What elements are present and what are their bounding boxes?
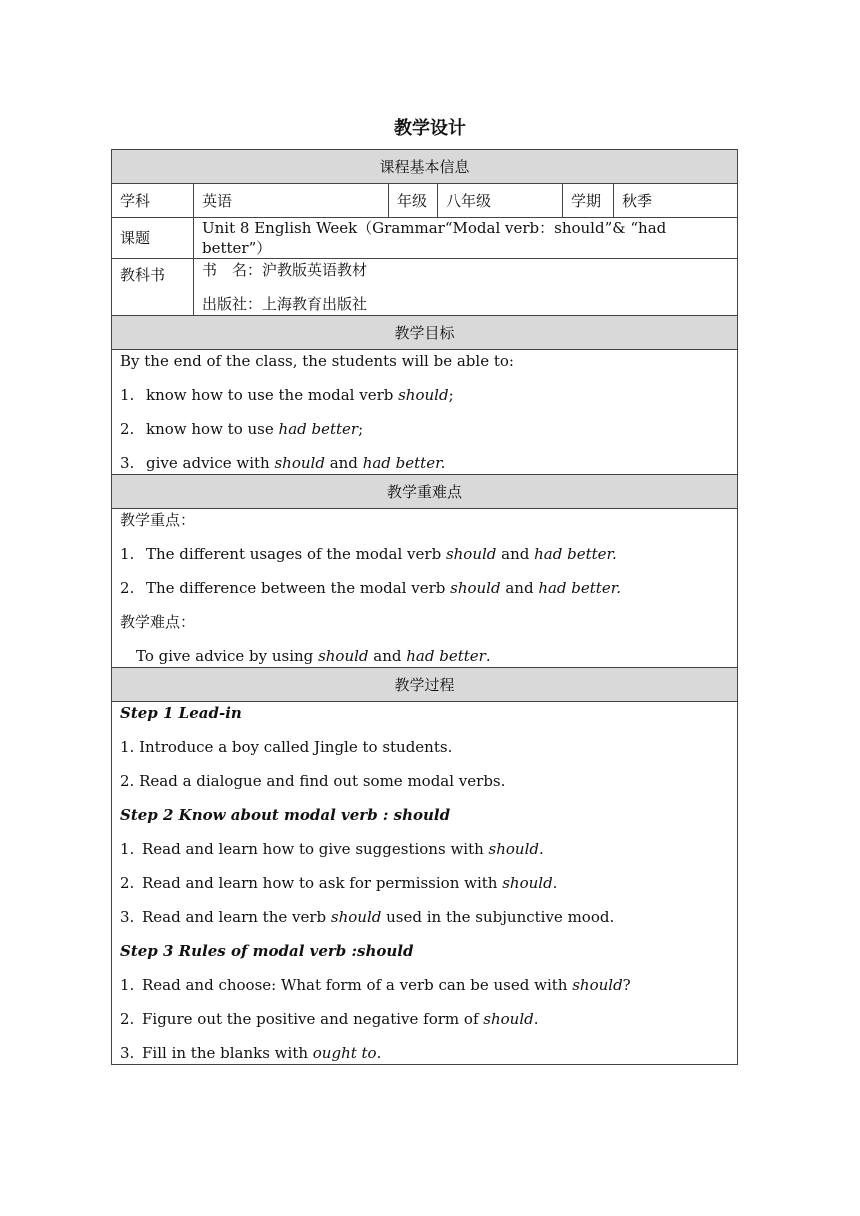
topic-label: 课题 <box>112 218 194 259</box>
process-row <box>112 702 738 1065</box>
step-3-item: 2. Figure out the positive and negative form of should. <box>120 1010 539 1028</box>
step-1-item: 2. Read a dialogue and find out some modal verbs. <box>120 772 506 790</box>
objective-item: 1. know how to use the modal verb should; <box>120 386 454 404</box>
textbook-value <box>194 259 738 316</box>
section-heading: 教学过程 <box>112 668 738 702</box>
difficult-label: 教学难点： <box>120 613 196 631</box>
topic-value: Unit 8 English Week（Grammar“Modal verb：should”& “had better”） <box>194 218 738 259</box>
step-1-item: 1. Introduce a boy called Jingle to students. <box>120 738 453 756</box>
step-2-heading: Step 2 Know about modal verb : should <box>120 806 451 824</box>
term-label: 学期 <box>563 184 614 218</box>
step-3-item: 1. Read and choose: What form of a verb can be used with should? <box>120 976 631 994</box>
key-item: 1. The different usages of the modal verb should and had better. <box>120 545 617 563</box>
lesson-table <box>111 149 738 1065</box>
objective-item: 3. give advice with should and had better. <box>120 454 446 472</box>
info-row <box>112 184 738 218</box>
step-2-item: 1. Read and learn how to give suggestions with should. <box>120 840 544 858</box>
textbook-label: 教科书 <box>112 259 194 316</box>
grade-value: 八年级 <box>438 184 563 218</box>
subject-label: 学科 <box>112 184 194 218</box>
section-heading: 教学重难点 <box>112 475 738 509</box>
key-points-content <box>112 509 738 668</box>
key-item: 2. The difference between the modal verb should and had better. <box>120 579 622 597</box>
section-basic-info <box>112 150 738 184</box>
process-content <box>112 702 738 1065</box>
objectives-row <box>112 350 738 475</box>
key-points-row <box>112 509 738 668</box>
step-2-item: 3. Read and learn the verb should used in the subjunctive mood. <box>120 908 615 926</box>
difficult-item: To give advice by using should and had better. <box>136 647 491 665</box>
term-value: 秋季 <box>614 184 738 218</box>
objectives-content <box>112 350 738 475</box>
publisher: 出版社：上海教育出版社 <box>202 295 368 313</box>
document-title: 教学设计 <box>394 118 466 139</box>
book-name: 书 名：沪教版英语教材 <box>202 261 368 279</box>
subject-value: 英语 <box>194 184 389 218</box>
textbook-row <box>112 259 738 316</box>
step-1-heading: Step 1 Lead-in <box>120 704 242 722</box>
section-heading: 教学目标 <box>112 316 738 350</box>
key-label: 教学重点： <box>120 511 196 529</box>
step-3-heading: Step 3 Rules of modal verb :should <box>120 942 414 960</box>
section-heading: 课程基本信息 <box>112 150 738 184</box>
step-3-item: 3. Fill in the blanks with ought to. <box>120 1044 382 1062</box>
objective-item: 2. know how to use had better; <box>120 420 364 438</box>
grade-label: 年级 <box>389 184 438 218</box>
step-2-item: 2. Read and learn how to ask for permission with should. <box>120 874 558 892</box>
objectives-intro: By the end of the class, the students will be able to: <box>120 352 514 370</box>
